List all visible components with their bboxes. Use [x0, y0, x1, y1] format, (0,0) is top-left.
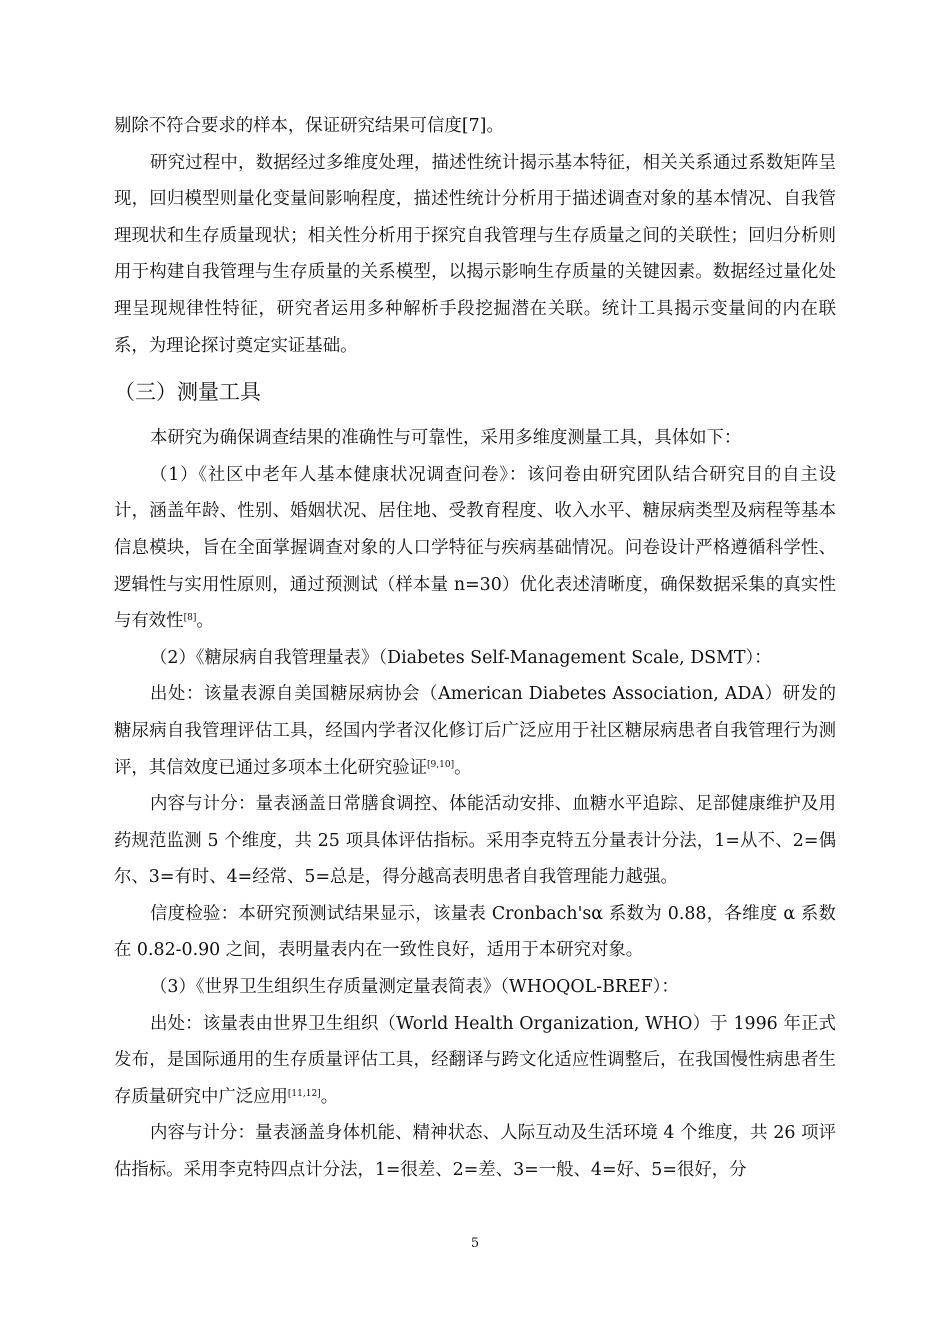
- item2-source-text: 出处：该量表源自美国糖尿病协会（American Diabetes Association, ADA）研发的糖尿病自我管理评估工具，经国内学者汉化修订后广泛应用于社区糖尿病患者自我管理行为测评，其信效度已通过多项本土化研究验证: [114, 684, 836, 778]
- item3-content: 内容与计分：量表涵盖身体机能、精神状态、人际互动及生活环境 4 个维度，共 26 项评估指标。采用李克特四点计分法，1=很差、2=差、3=一般、4=好、5=很好，分: [114, 1123, 836, 1181]
- citation: [8]: [183, 613, 197, 624]
- section-heading: （三）测量工具: [114, 380, 261, 405]
- item3-title: （3）《世界卫生组织生存质量测定量表简表》（WHOQOL-BREF）：: [150, 977, 679, 998]
- item2-content: 内容与计分：量表涵盖日常膳食调控、体能活动安排、血糖水平追踪、足部健康维护及用药规范监测 5 个维度，共 25 项具体评估指标。采用李克特五分量表计分法，1=从不、2=偶尔、3=有时、4=经常、5=总是，得分越高表明患者自我管理能力越强。: [114, 794, 836, 888]
- item2-source: [114, 676, 836, 786]
- paragraph-analysis: 研究过程中，数据经过多维度处理，描述性统计揭示基本特征，相关关系通过系数矩阵呈现，回归模型则量化变量间影响程度，描述性统计分析用于描述调查对象的基本情况、自我管理现状和生存质量现状；相关性分析用于探究自我管理与生存质量之间的关联性；回归分析则用于构建自我管理与生存质量的关系模型，以揭示影响生存质量的关键因素。数据经过量化处理呈现规律性特征，研究者运用多种解析手段挖掘潜在关联。统计工具揭示变量间的内在联系，为理论探讨奠定实证基础。: [114, 152, 836, 356]
- page-number: 5: [470, 1236, 480, 1251]
- item2-source-end: 。: [454, 757, 472, 778]
- item3-source-text: 出处：该量表由世界卫生组织（World Health Organization, WHO）于 1996 年正式发布，是国际通用的生存质量评估工具，经翻译与跨文化适应性调整后，在我国慢性病患者生存质量研究中广泛应用: [114, 1013, 836, 1107]
- item3-source-end: 。: [320, 1086, 339, 1107]
- item1-end: 。: [196, 611, 214, 632]
- item2-reliability: 信度检验：本研究预测试结果显示，该量表 Cronbach'sα 系数为 0.88，各维度 α 系数在 0.82-0.90 之间，表明量表内在一致性良好，适用于本研究对象。: [114, 903, 836, 961]
- item1-paragraph: [114, 457, 836, 640]
- item3-source: [114, 1006, 836, 1116]
- citation: [11,12]: [287, 1088, 321, 1099]
- citation: [9,10]: [427, 759, 455, 770]
- paragraph-continuation: 剔除不符合要求的样本，保证研究结果可信度[7]。: [114, 116, 504, 136]
- paragraph-intro: 本研究为确保调查结果的准确性与可靠性，采用多维度测量工具，具体如下：: [150, 428, 742, 449]
- item2-title: （2）《糖尿病自我管理量表》（Diabetes Self-Management Scale, DSMT）：: [150, 647, 772, 668]
- body-text: [114, 108, 836, 1189]
- item1-text: （1）《社区中老年人基本健康状况调查问卷》：该问卷由研究团队结合研究目的自主设计，涵盖年龄、性别、婚姻状况、居住地、受教育程度、收入水平、糖尿病类型及病程等基本信息模块，旨在全面掌握调查对象的人口学特征与疾病基础情况。问卷设计严格遵循科学性、逻辑性与实用性原则，通过预测试（样本量 n=30）优化表述清晰度，确保数据采集的真实性与有效性: [114, 464, 836, 632]
